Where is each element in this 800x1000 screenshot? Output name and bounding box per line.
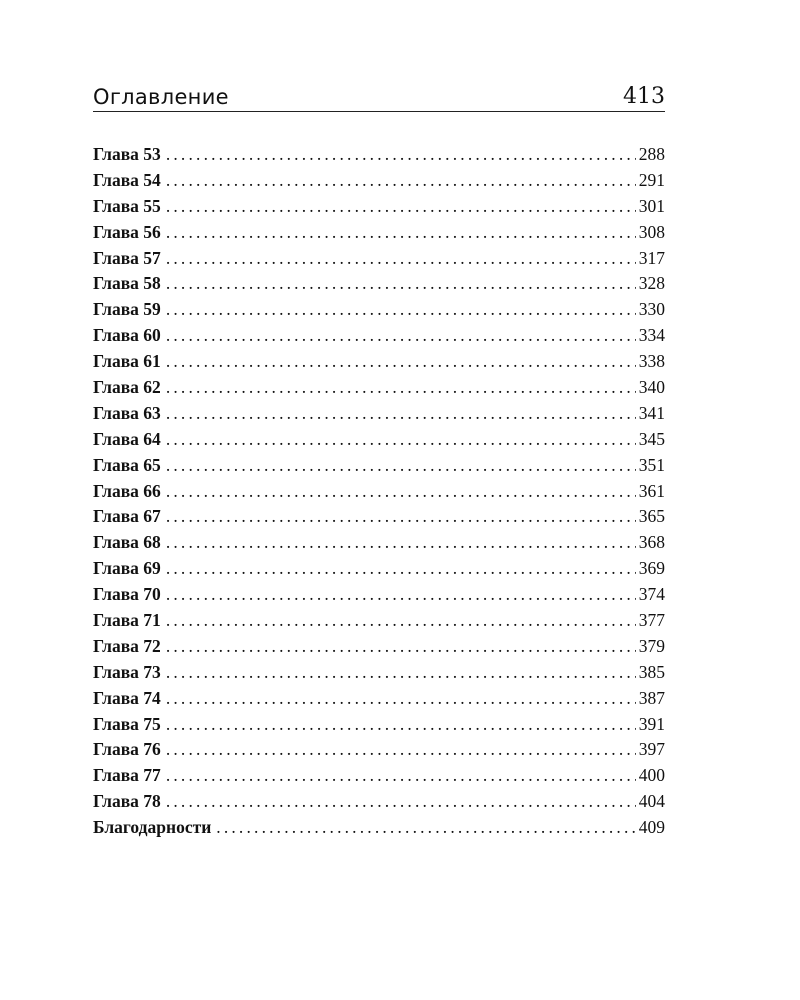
toc-entry-page: 330 [638,299,665,320]
toc-entry[interactable] [93,815,665,841]
toc-entry[interactable] [93,375,665,401]
toc-entry[interactable] [93,142,665,168]
toc-entry-page: 345 [638,428,665,449]
dot-leader [166,582,636,608]
toc-entry[interactable] [93,582,665,608]
toc-entry-title: Глава 56 [93,221,161,242]
toc-entry-page: 351 [638,454,665,475]
dot-leader [166,686,636,712]
dot-leader [166,220,636,246]
toc-entry-title: Глава 75 [93,713,161,734]
toc-entry-title: Глава 74 [93,687,161,708]
dot-leader [166,375,636,401]
dot-leader [166,504,636,530]
toc-entry[interactable] [93,323,665,349]
toc-entry-page: 400 [638,765,665,786]
toc-entry-title: Глава 64 [93,428,161,449]
toc-entry-title: Глава 72 [93,635,161,656]
dot-leader [166,608,636,634]
toc-entry-title: Глава 55 [93,195,161,216]
dot-leader [166,349,636,375]
page-title: Оглавление [93,85,229,109]
page-number: 413 [623,84,665,109]
toc-entry-title: Глава 77 [93,765,161,786]
toc-entry[interactable] [93,427,665,453]
toc-entry[interactable] [93,712,665,738]
toc-entry-page: 409 [638,817,665,838]
toc-entry[interactable] [93,220,665,246]
dot-leader [166,323,636,349]
toc-entry-page: 334 [638,325,665,346]
toc-entry-title: Глава 61 [93,351,161,372]
dot-leader [216,815,635,841]
dot-leader [166,271,636,297]
dot-leader [166,401,636,427]
dot-leader [166,142,636,168]
dot-leader [166,297,636,323]
toc-entry[interactable] [93,271,665,297]
toc-entry-title: Глава 78 [93,791,161,812]
toc-entry[interactable] [93,763,665,789]
dot-leader [166,246,636,272]
toc-entry-title: Глава 59 [93,299,161,320]
toc-entry-page: 368 [638,532,665,553]
dot-leader [166,453,636,479]
toc-entry-page: 391 [638,713,665,734]
toc-entry[interactable] [93,349,665,375]
toc-entry-page: 369 [638,558,665,579]
toc-entry-title: Глава 69 [93,558,161,579]
table-of-contents [93,142,665,841]
dot-leader [166,660,636,686]
toc-entry-page: 301 [638,195,665,216]
toc-entry[interactable] [93,556,665,582]
toc-entry[interactable] [93,297,665,323]
toc-entry[interactable] [93,789,665,815]
toc-entry[interactable] [93,246,665,272]
toc-entry[interactable] [93,194,665,220]
toc-entry-page: 374 [638,584,665,605]
toc-entry-title: Глава 70 [93,584,161,605]
toc-entry-page: 385 [638,661,665,682]
toc-entry-title: Глава 66 [93,480,161,501]
toc-entry-title: Глава 60 [93,325,161,346]
dot-leader [166,737,636,763]
toc-entry[interactable] [93,608,665,634]
running-header [93,83,665,112]
dot-leader [166,194,636,220]
toc-entry-title: Глава 65 [93,454,161,475]
toc-entry-page: 377 [638,610,665,631]
toc-entry-page: 288 [638,144,665,164]
toc-entry-title: Глава 58 [93,273,161,294]
toc-entry-title: Благодарности [93,817,212,838]
toc-entry-page: 379 [638,635,665,656]
toc-entry[interactable] [93,530,665,556]
toc-entry-title: Глава 71 [93,610,161,631]
toc-entry-page: 361 [638,480,665,501]
toc-entry[interactable] [93,737,665,763]
toc-entry[interactable] [93,479,665,505]
toc-entry[interactable] [93,504,665,530]
dot-leader [166,427,636,453]
dot-leader [166,479,636,505]
toc-entry-title: Глава 76 [93,739,161,760]
toc-entry-page: 365 [638,506,665,527]
toc-entry-page: 328 [638,273,665,294]
toc-entry-title: Глава 63 [93,402,161,423]
toc-entry-page: 397 [638,739,665,760]
toc-entry-title: Глава 53 [93,144,161,164]
toc-entry-page: 291 [638,169,665,190]
toc-entry-page: 340 [638,377,665,398]
dot-leader [166,712,636,738]
toc-entry-page: 341 [638,402,665,423]
toc-entry[interactable] [93,660,665,686]
toc-entry[interactable] [93,401,665,427]
toc-entry-title: Глава 68 [93,532,161,553]
toc-entry[interactable] [93,634,665,660]
toc-entry[interactable] [93,453,665,479]
dot-leader [166,168,636,194]
toc-entry-title: Глава 62 [93,377,161,398]
dot-leader [166,634,636,660]
toc-entry-page: 317 [638,247,665,268]
toc-entry-page: 404 [638,791,665,812]
dot-leader [166,556,636,582]
toc-entry-title: Глава 67 [93,506,161,527]
dot-leader [166,763,636,789]
toc-entry-page: 387 [638,687,665,708]
dot-leader [166,530,636,556]
toc-entry[interactable] [93,168,665,194]
toc-entry-title: Глава 73 [93,661,161,682]
toc-entry-title: Глава 54 [93,169,161,190]
toc-entry-page: 338 [638,351,665,372]
toc-entry-title: Глава 57 [93,247,161,268]
toc-entry[interactable] [93,686,665,712]
dot-leader [166,789,636,815]
toc-entry-page: 308 [638,221,665,242]
